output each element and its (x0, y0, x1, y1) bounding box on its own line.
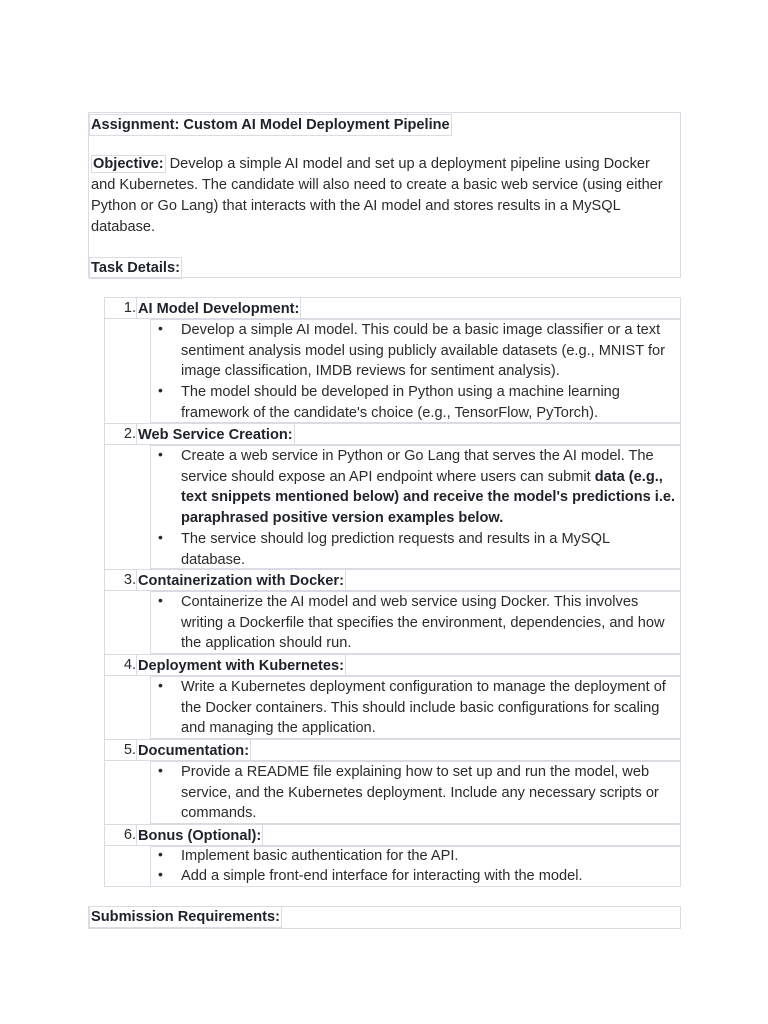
task-title: AI Model Development: (136, 297, 301, 319)
submission-requirements-label: Submission Requirements: (89, 906, 282, 928)
bullet-icon: • (158, 866, 163, 882)
task-number: 1. (123, 300, 136, 316)
task-title: Web Service Creation: (136, 423, 295, 445)
task-title: Documentation: (136, 739, 251, 761)
bullet-icon: • (158, 529, 163, 545)
list-item: Containerize the AI model and web service using Docker. This involves writing a Dockerfile that specifies the environment, dependencies, and how the application should run. (181, 594, 665, 651)
task-title: Deployment with Kubernetes: (136, 654, 346, 676)
list-item: The service should log prediction requests and results in a MySQL database. (181, 531, 610, 568)
bullet-icon: • (158, 677, 163, 693)
bold-text: data (e.g., text snippets mentioned below) and receive the model's predictions i.e. paraphrased positive version examples below. (181, 468, 676, 526)
objective-text: Develop a simple AI model and set up a deployment pipeline using Docker and Kubernetes. The candidate will also need to create a basic web service (using either Python or Go Lang) that interacts with the AI model and stores results in a MySQL database. (91, 156, 663, 235)
bullet-icon: • (158, 592, 163, 608)
task-number: 2. (123, 426, 136, 442)
task-number: 3. (123, 572, 136, 588)
task-number: 5. (123, 742, 136, 758)
list-item: Add a simple front-end interface for interacting with the model. (181, 868, 583, 884)
assignment-title: Assignment: Custom AI Model Deployment Pipeline (89, 114, 452, 136)
bullet-icon: • (158, 846, 163, 862)
bullet-icon: • (158, 446, 163, 462)
task-title: Containerization with Docker: (136, 569, 346, 591)
list-item: Write a Kubernetes deployment configuration to manage the deployment of the Docker containers. This should include basic configurations for scaling and managing the application. (181, 679, 666, 736)
task-details-label: Task Details: (89, 257, 182, 279)
list-item: Develop a simple AI model. This could be a basic image classifier or a text sentiment analysis model using publicly available datasets (e.g., MNIST for image classification, IMDB reviews for sentiment analysis). (181, 322, 665, 379)
list-item: The model should be developed in Python using a machine learning framework of the candidate's choice (e.g., TensorFlow, PyTorch). (181, 384, 620, 421)
bullet-icon: • (158, 762, 163, 778)
objective-label: Objective: (93, 156, 164, 172)
bullet-icon: • (158, 320, 163, 336)
task-number: 6. (123, 827, 136, 843)
list-item: Create a web service in Python or Go Lang that serves the AI model. The service should expose an API endpoint where users can submit data (e.g., text snippets mentioned below) and receive the model's predictions i.e. paraphrased positive version examples below. (181, 448, 676, 526)
task-number: 4. (123, 657, 136, 673)
task-title: Bonus (Optional): (136, 824, 263, 846)
objective-paragraph (91, 154, 677, 238)
bullet-icon: • (158, 382, 163, 398)
list-item: Provide a README file explaining how to set up and run the model, web service, and the Kubernetes deployment. Include any necessary scripts or commands. (181, 764, 659, 821)
list-item: Implement basic authentication for the API. (181, 848, 459, 864)
